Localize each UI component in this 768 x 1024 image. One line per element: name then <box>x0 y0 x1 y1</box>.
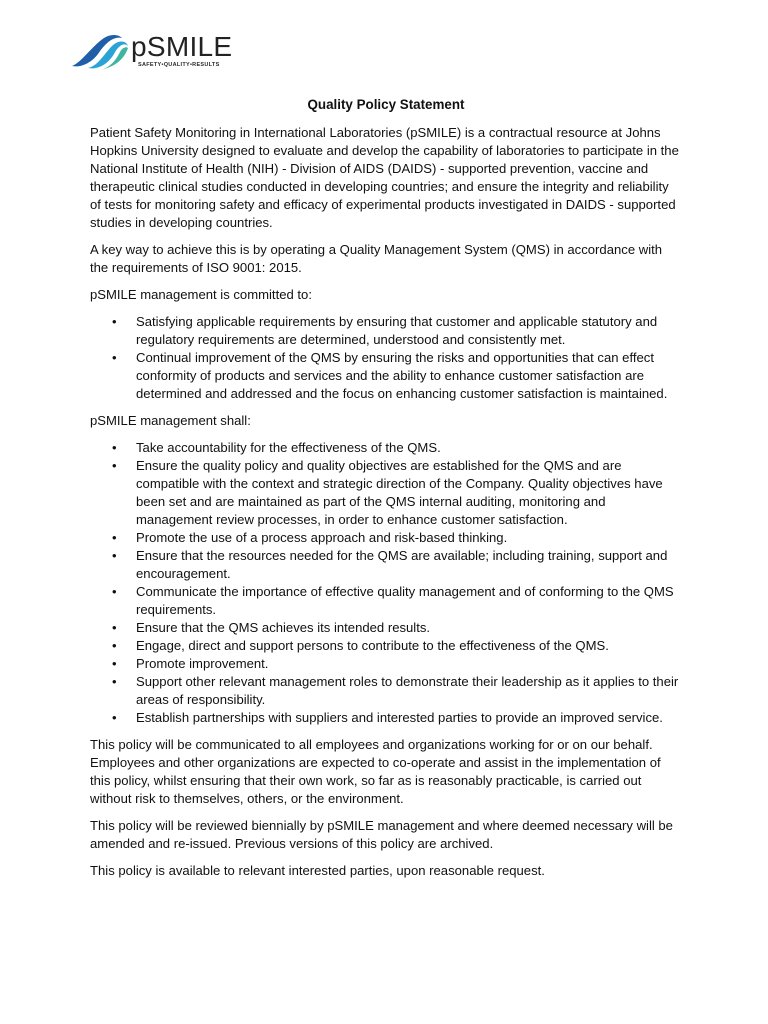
document-body <box>90 96 682 889</box>
document-title: Quality Policy Statement <box>307 97 465 112</box>
list-item-text: Take accountability for the effectiveness of the QMS. <box>136 440 441 455</box>
bullet-icon: • <box>112 638 117 653</box>
communicated-paragraph: This policy will be communicated to all employees and organizations working for or on our behalf. Employees and other organizations are expected to co-operate and assist in the implementation of this policy, whilst ensuring that their own work, so far as is reasonably practicable, is carried out without risk to themselves, others, or the environment. <box>90 737 661 806</box>
bullet-icon: • <box>112 350 117 365</box>
list-item-text: Support other relevant management roles to demonstrate their leadership as it applies to their areas of responsibility. <box>136 674 679 707</box>
list-item <box>112 313 682 349</box>
intro-paragraph: Patient Safety Monitoring in International Laboratories (pSMILE) is a contractual resource at Johns Hopkins University designed to evaluate and develop the capability of laboratories to participate in the National Institute of Health (NIH) - Division of AIDS (DAIDS) - supported prevention, vaccine and therapeutic clinical studies conducted in developing countries; and ensure the integrity and reliability of tests for monitoring safety and efficacy of experimental products investigated in DAIDS - supported studies in developing countries. <box>90 125 679 230</box>
list-item-text: Ensure that the QMS achieves its intended results. <box>136 620 431 635</box>
qms-paragraph: A key way to achieve this is by operating a Quality Management System (QMS) in accordance with the requirements of ISO 9001: 2015. <box>90 242 663 275</box>
bullet-icon: • <box>112 314 117 329</box>
bullet-icon: • <box>112 584 117 599</box>
list-item-text: Engage, direct and support persons to contribute to the effectiveness of the QMS. <box>136 638 609 653</box>
committed-heading: pSMILE management is committed to: <box>90 287 312 302</box>
list-item-text: Satisfying applicable requirements by ensuring that customer and applicable statutory and regulatory requirements are determined, understood and consistently met. <box>136 314 658 347</box>
list-item <box>112 529 682 547</box>
list-item <box>112 673 682 709</box>
bullet-icon: • <box>112 548 117 563</box>
list-item-text: Continual improvement of the QMS by ensuring the risks and opportunities that can effect conformity of products and services and the ability to enhance customer satisfaction are determined and addressed and the focus on enhancing customer satisfaction is maintained. <box>136 350 668 401</box>
list-item <box>112 349 682 403</box>
logo-wordmark: pSMILE <box>131 31 233 62</box>
list-item <box>112 439 682 457</box>
list-item-text: Promote improvement. <box>136 656 269 671</box>
logo-tagline: SAFETY•QUALITY•RESULTS <box>138 62 220 68</box>
bullet-icon: • <box>112 710 117 725</box>
list-item <box>112 547 682 583</box>
list-item-text: Ensure the quality policy and quality objectives are established for the QMS and are compatible with the context and strategic direction of the Company. Quality objectives have been set and are maintained as part of the QMS internal auditing, monitoring and management review processes, in order to enhance customer satisfaction. <box>136 458 663 527</box>
list-item-text: Establish partnerships with suppliers and interested parties to provide an improved service. <box>136 710 663 725</box>
list-item-text: Ensure that the resources needed for the QMS are available; including training, support and encouragement. <box>136 548 668 581</box>
list-item <box>112 655 682 673</box>
bullet-icon: • <box>112 674 117 689</box>
psmile-logo <box>70 32 240 72</box>
psmile-swoosh-icon <box>70 32 130 72</box>
bullet-icon: • <box>112 440 117 455</box>
list-item <box>112 457 682 529</box>
bullet-icon: • <box>112 530 117 545</box>
list-item-text: Communicate the importance of effective quality management and of conforming to the QMS requirements. <box>136 584 674 617</box>
available-paragraph: This policy is available to relevant interested parties, upon reasonable request. <box>90 863 545 878</box>
shall-heading: pSMILE management shall: <box>90 413 251 428</box>
list-item <box>112 583 682 619</box>
reviewed-paragraph: This policy will be reviewed biennially by pSMILE management and where deemed necessary will be amended and re-issued. Previous versions of this policy are archived. <box>90 818 673 851</box>
list-item <box>112 637 682 655</box>
bullet-icon: • <box>112 620 117 635</box>
shall-list <box>90 439 682 727</box>
list-item-text: Promote the use of a process approach and risk-based thinking. <box>136 530 508 545</box>
committed-list <box>90 313 682 403</box>
list-item <box>112 709 682 727</box>
bullet-icon: • <box>112 656 117 671</box>
list-item <box>112 619 682 637</box>
bullet-icon: • <box>112 458 117 473</box>
